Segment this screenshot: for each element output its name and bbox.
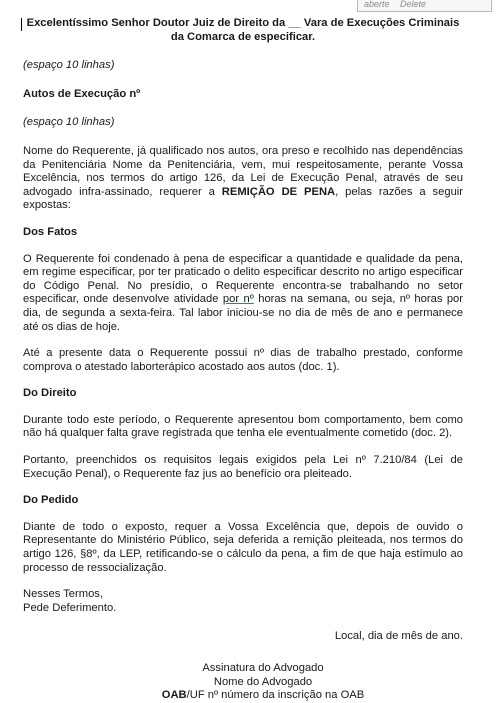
closing-line-1: Nesses Termos,	[23, 588, 103, 601]
spacing-note-2: (espaço 10 linhas)	[23, 116, 115, 129]
intro-text-before: Nome do Requerente, já qualificado nos autos, ora preso e recolhido nas dependências da Penitenciária Nome da Penitenciária, vem, mui respeitosamente, perante Vossa Excelência, nos termos do artigo 126, da Lei de Execução Penal, através de seu advogado infra-assinado, requerer a	[23, 144, 463, 198]
signature-line-1: Assinatura do Advogado	[202, 662, 324, 674]
facts-paragraph-1	[23, 253, 463, 335]
place-date: Local, dia de mês de ano.	[334, 630, 463, 643]
facts-p1-marked: por nº	[222, 293, 254, 306]
signature-oab-rest: /UF nº número da inscrição na OAB	[186, 689, 365, 702]
toolbar-fragment[interactable]	[357, 0, 492, 12]
signature-block	[63, 662, 463, 703]
closing-block	[23, 588, 463, 615]
section-title-request: Do Pedido	[23, 494, 79, 507]
law-paragraph-2: Portanto, preenchidos os requisitos legais exigidos pela Lei nº 7.210/84 (Lei de Execução Penal), o Requerente faz jus ao benefício ora pleiteado.	[23, 454, 463, 480]
request-paragraph-1: Diante de todo o exposto, requer a Vossa Excelência que, depois de ouvido o Representante do Ministério Público, seja deferida a remição pleiteada, nos termos do artigo 126, §8º, da LEP, retificando-se o cálculo da pena, a fim de que haja estímulo ao processo de ressocialização.	[23, 520, 463, 574]
toolbar-item-2[interactable]: Delete	[400, 0, 427, 9]
toolbar-item-1[interactable]: aberte	[364, 0, 390, 9]
signature-oab-line	[63, 689, 463, 703]
facts-paragraph-2: Até a presente data o Requerente possui nº dias de trabalho prestado, conforme comprova o atestado laborterápico acostado aos autos (doc. 1).	[23, 347, 463, 373]
intro-paragraph	[23, 145, 463, 213]
facts-p1-after: horas na semana, ou seja, nº horas por dia, de segunda a sexta-feira. Tal labor iniciou-se no dia de mês de ano e permanece até os dias de hoje.	[23, 293, 464, 333]
section-title-facts: Dos Fatos	[23, 225, 78, 238]
case-reference: Autos de Execução nº	[23, 87, 141, 100]
facts-p1-before: O Requerente foi condenado à pena de especificar a quantidade e qualidade da pena, em regime especificar, por ter praticado o delito especificar descrito no artigo especificar do Código Penal. No presídio, o Requerente encontra-se trabalhando no setor especificar, onde desenvolve atividade	[23, 252, 463, 306]
intro-emphasis: REMIÇÃO DE PENA	[221, 185, 336, 198]
section-title-law: Do Direito	[23, 387, 77, 400]
text-cursor	[21, 18, 22, 31]
closing-line-2: Pede Deferimento.	[23, 601, 117, 614]
signature-oab-bold: OAB	[161, 689, 187, 702]
document-heading: Excelentíssimo Senhor Doutor Juiz de Direito da __ Vara de Execuções Criminais da Comarca de especificar.	[26, 17, 460, 43]
intro-text-after: , pelas razões a seguir expostas:	[23, 185, 464, 212]
signature-line-2: Nome do Advogado	[213, 675, 313, 688]
spacing-note-1: (espaço 10 linhas)	[23, 59, 115, 72]
law-paragraph-1: Durante todo este período, o Requerente apresentou bom comportamento, bem como não há qualquer falta grave registrada que tenha ele eventualmente cometido (doc. 2).	[23, 413, 463, 440]
